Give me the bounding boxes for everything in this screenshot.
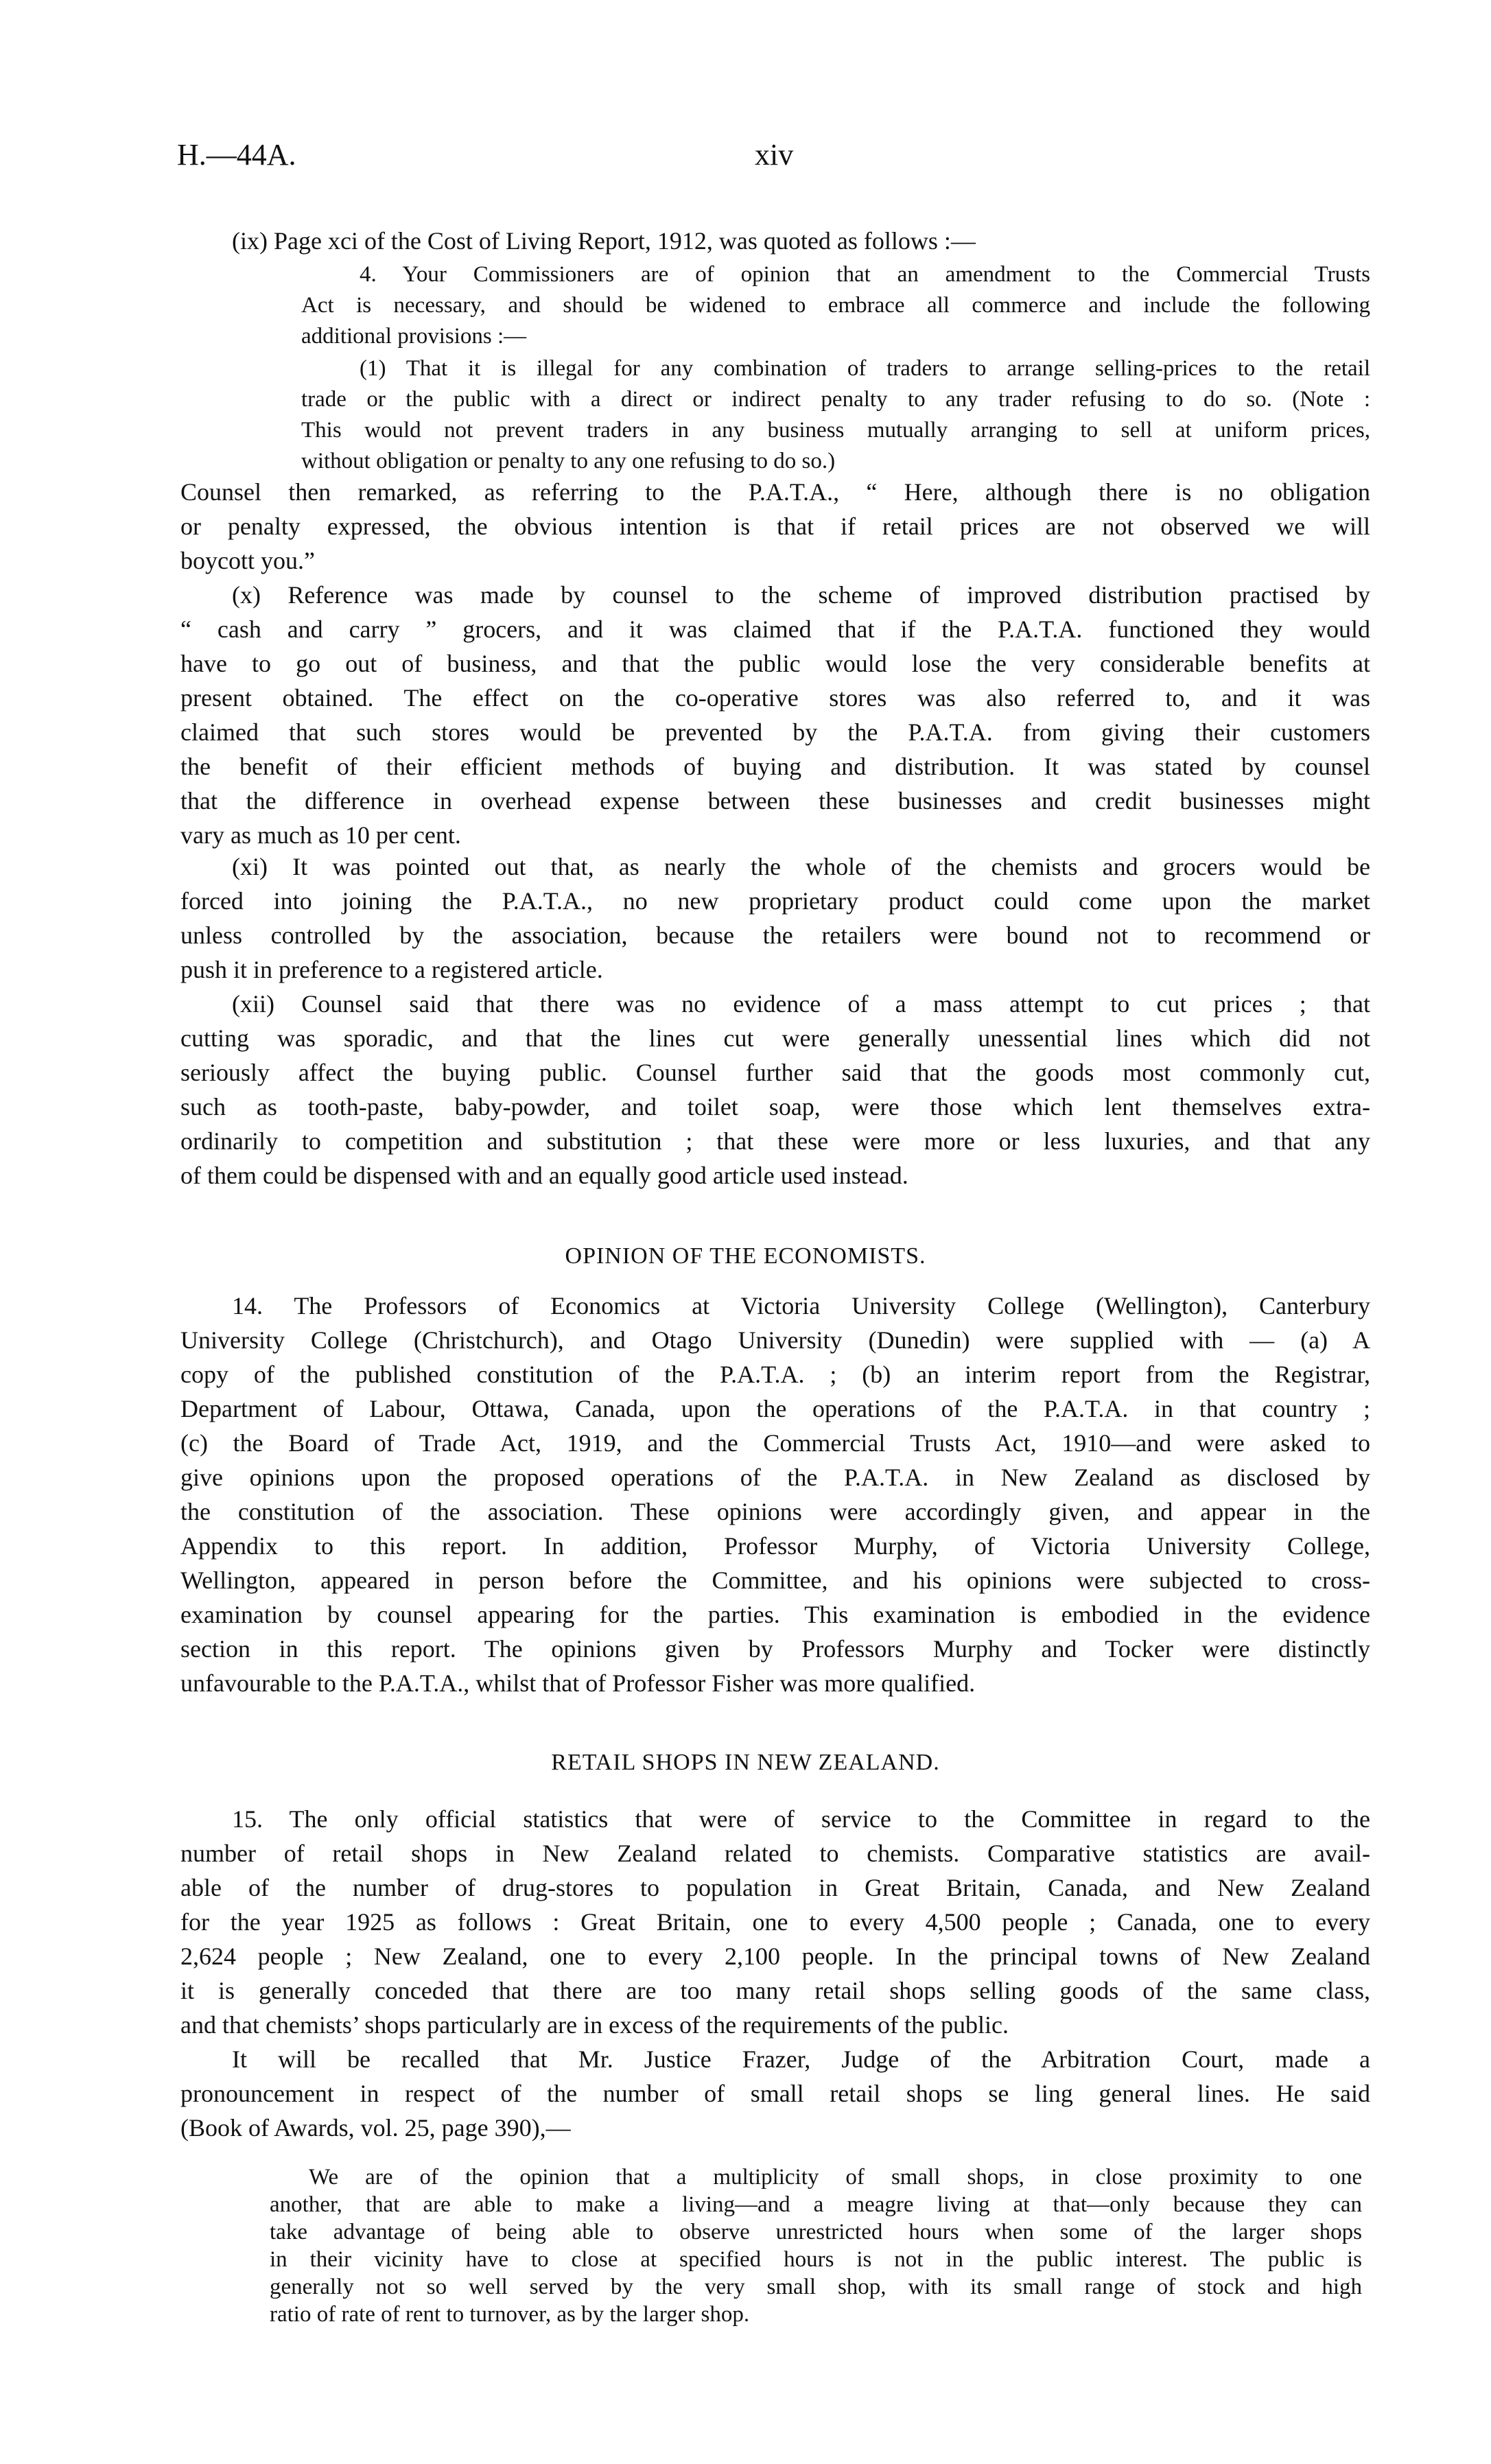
heading-opinion-of-economists: OPINION OF THE ECONOMISTS.	[565, 1243, 926, 1269]
text-line: able of the number of drug-stores to population in Great Britain, Canada, and New Zealand	[180, 1874, 1370, 1901]
item-x	[180, 612, 1370, 852]
text-line: without obligation or penalty to any one refusing to do so.)	[301, 449, 836, 473]
text-line: examination by counsel appearing for the parties. This examination is embodied in the evidence	[180, 1601, 1370, 1628]
frazer-quote-first	[309, 2163, 1362, 2191]
text-line: (1) That it is illegal for any combination of traders to arrange selling-prices to the retail	[360, 356, 1370, 381]
text-line: copy of the published constitution of the P.A.T.A. ; (b) an interim report from the Registrar,	[180, 1361, 1370, 1388]
text-line: (xii) Counsel said that there was no evidence of a mass attempt to cut prices ; that	[232, 990, 1370, 1018]
text-line: cutting was sporadic, and that the lines cut were generally unessential lines which did not	[180, 1024, 1370, 1052]
text-line: unfavourable to the P.A.T.A., whilst that of Professor Fisher was more qualified.	[180, 1669, 976, 1697]
text-line: Department of Labour, Ottawa, Canada, upon the operations of the P.A.T.A. in that country ;	[180, 1395, 1370, 1422]
document-reference: H.—44A.	[177, 138, 296, 172]
text-line: such as tooth-paste, baby-powder, and toilet soap, were those which lent themselves extra-	[180, 1093, 1370, 1120]
text-line: in their vicinity have to close at specified hours is not in the public interest. The public is	[270, 2247, 1362, 2272]
paragraph-14	[180, 1323, 1370, 1700]
text-line: (xi) It was pointed out that, as nearly the whole of the chemists and grocers would be	[232, 853, 1370, 880]
item-x-first	[232, 578, 1370, 612]
item-xi	[180, 884, 1370, 987]
text-line: section in this report. The opinions given by Professors Murphy and Tocker were distinctly	[180, 1635, 1370, 1663]
text-line: give opinions upon the proposed operations of the P.A.T.A. in New Zealand as disclosed by	[180, 1464, 1370, 1491]
page-number: xiv	[755, 138, 794, 172]
text-line: (c) the Board of Trade Act, 1919, and the Commercial Trusts Act, 1910—and were asked to	[180, 1429, 1370, 1457]
item-ix-intro	[232, 224, 1371, 258]
text-line: additional provisions :—	[301, 324, 527, 349]
text-line: vary as much as 10 per cent.	[180, 821, 461, 849]
quote-para-4	[301, 290, 1370, 352]
text-line: forced into joining the P.A.T.A., no new proprietary product could come upon the market	[180, 887, 1370, 915]
quote-provision-1	[301, 384, 1370, 477]
text-line: and that chemists’ shops particularly are in excess of the requirements of the public.	[180, 2011, 1009, 2039]
text-line: boycott you.”	[180, 547, 315, 574]
text-line: (Book of Awards, vol. 25, page 390),—	[180, 2114, 571, 2142]
frazer-quote	[270, 2191, 1362, 2328]
text-line: ratio of rate of rent to turnover, as by the larger shop.	[270, 2302, 750, 2327]
text-line: This would not prevent traders in any business mutually arranging to sell at uniform prices,	[301, 418, 1370, 443]
text-line: claimed that such stores would be prevented by the P.A.T.A. from giving their customers	[180, 718, 1370, 746]
text-line: “ cash and carry ” grocers, and it was claimed that if the P.A.T.A. functioned they would	[180, 615, 1370, 643]
text-line: push it in preference to a registered article.	[180, 956, 603, 983]
text-line: seriously affect the buying public. Counsel further said that the goods most commonly cut,	[180, 1059, 1370, 1086]
text-line: that the difference in overhead expense between these businesses and credit businesses might	[180, 787, 1370, 814]
item-xii-first	[232, 987, 1370, 1021]
text-line: of them could be dispensed with and an equally good article used instead.	[180, 1162, 908, 1189]
text-line: 15. The only official statistics that were of service to the Committee in regard to the	[232, 1805, 1370, 1833]
text-line: It will be recalled that Mr. Justice Frazer, Judge of the Arbitration Court, made a	[232, 2045, 1370, 2073]
text-line: 14. The Professors of Economics at Victoria University College (Wellington), Canterbury	[232, 1292, 1370, 1319]
quote-provision-1-first	[360, 353, 1370, 384]
text-line: Wellington, appeared in person before the Committee, and his opinions were subjected to cross-	[180, 1567, 1370, 1594]
text-line: generally not so well served by the very small shop, with its small range of stock and high	[270, 2275, 1362, 2299]
paragraph-15-first	[232, 1802, 1370, 1836]
text-line: 4. Your Commissioners are of opinion that an amendment to the Commercial Trusts	[360, 262, 1370, 287]
text-line: take advantage of being able to observe unrestricted hours when some of the larger shops	[270, 2220, 1362, 2244]
paragraph-15	[180, 1836, 1370, 2042]
paragraph-14-first	[232, 1289, 1370, 1323]
item-xii	[180, 1021, 1370, 1193]
text-line: unless controlled by the association, because the retailers were bound not to recommend or	[180, 922, 1370, 949]
text-line: 2,624 people ; New Zealand, one to every 2,100 people. In the principal towns of New Zealand	[180, 1943, 1370, 1970]
text-line: ordinarily to competition and substitution ; that these were more or less luxuries, and that any	[180, 1127, 1370, 1155]
text-line: Appendix to this report. In addition, Professor Murphy, of Victoria University College,	[180, 1532, 1370, 1560]
counsel-remark	[180, 475, 1370, 578]
text-line: pronouncement in respect of the number of small retail shops se ling general lines. He said	[180, 2080, 1370, 2107]
text-line: or penalty expressed, the obvious intention is that if retail prices are not observed we will	[180, 513, 1370, 540]
item-xi-first	[232, 849, 1370, 884]
text-line: the benefit of their efficient methods of buying and distribution. It was stated by counsel	[180, 753, 1370, 780]
text-line: University College (Christchurch), and Otago University (Dunedin) were supplied with — (a) A	[180, 1326, 1370, 1354]
text-line: Counsel then remarked, as referring to the P.A.T.A., “ Here, although there is no obligation	[180, 478, 1370, 506]
text-line: (x) Reference was made by counsel to the scheme of improved distribution practised by	[232, 581, 1370, 609]
text-line: another, that are able to make a living—and a meagre living at that—only because they can	[270, 2192, 1362, 2217]
frazer-intro-first	[232, 2042, 1370, 2076]
text-line: Act is necessary, and should be widened to embrace all commerce and include the following	[301, 293, 1370, 318]
heading-retail-shops: RETAIL SHOPS IN NEW ZEALAND.	[551, 1750, 940, 1775]
text-line: number of retail shops in New Zealand related to chemists. Comparative statistics are avail-	[180, 1840, 1370, 1867]
text-line: for the year 1925 as follows : Great Britain, one to every 4,500 people ; Canada, one to every	[180, 1908, 1370, 1936]
quote-para-4-first	[360, 259, 1370, 290]
text-line: have to go out of business, and that the public would lose the very considerable benefits at	[180, 650, 1370, 677]
text-line: present obtained. The effect on the co-operative stores was also referred to, and it was	[180, 684, 1370, 712]
frazer-intro	[180, 2076, 1370, 2145]
text-line: We are of the opinion that a multiplicity of small shops, in close proximity to one	[309, 2165, 1362, 2190]
text-line: the constitution of the association. These opinions were accordingly given, and appear in the	[180, 1498, 1370, 1525]
text-line: it is generally conceded that there are too many retail shops selling goods of the same class,	[180, 1977, 1370, 2004]
text-line: trade or the public with a direct or indirect penalty to any trader refusing to do so. (Note :	[301, 387, 1370, 412]
text-line: (ix) Page xci of the Cost of Living Report, 1912, was quoted as follows :—	[232, 227, 976, 255]
